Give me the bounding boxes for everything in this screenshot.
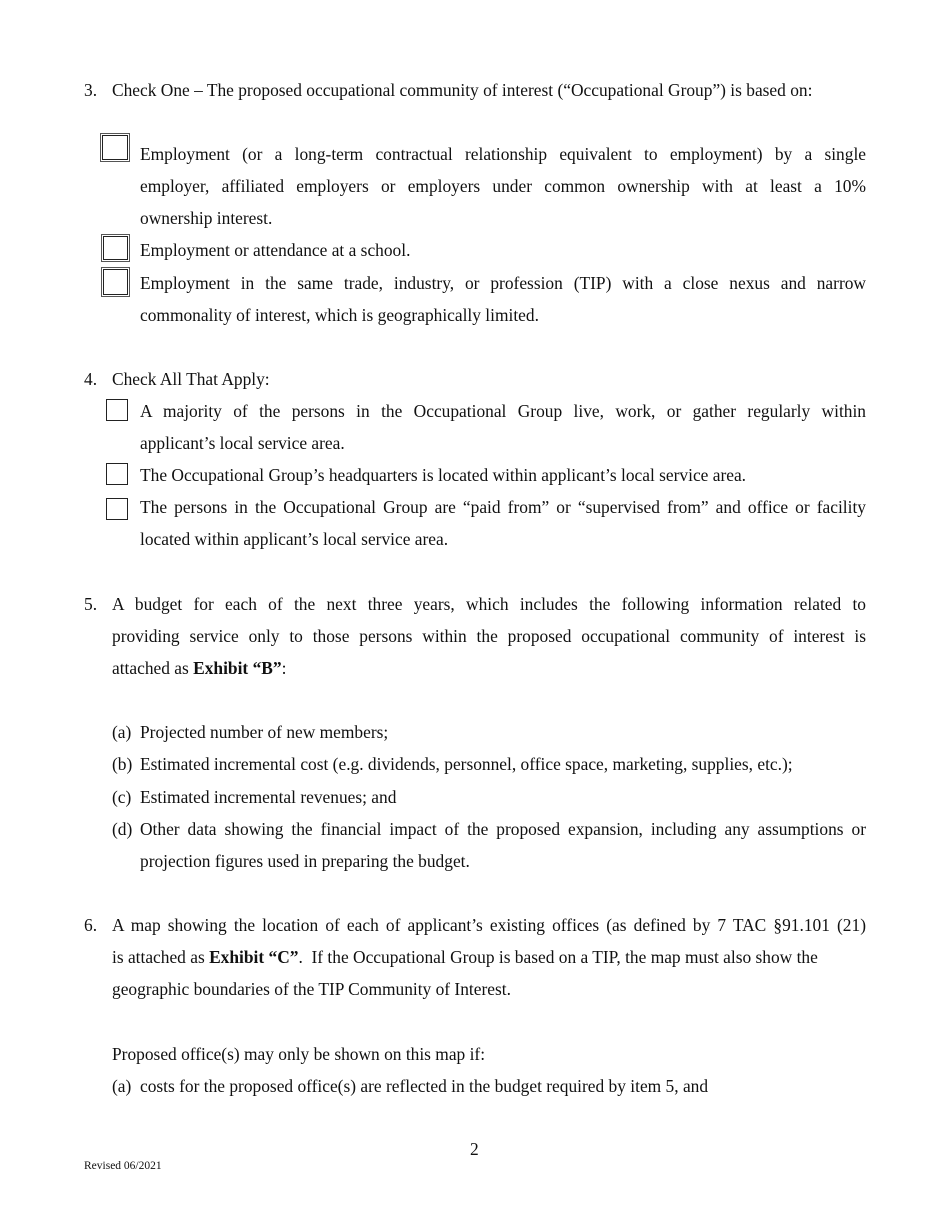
paragraph-line: attached as Exhibit “B”: <box>112 658 287 678</box>
subitem-text: Other data showing the financial impact of the proposed expansion, including any assumptions or <box>140 819 866 839</box>
option-line: A majority of the persons in the Occupational Group live, work, or gather regularly within <box>140 401 866 421</box>
item-3-number: 3. <box>84 80 98 100</box>
subitem-text: Estimated incremental cost (e.g. dividends, personnel, office space, marketing, supplies, etc.); <box>140 754 793 774</box>
revision-date: Revised 06/2021 <box>84 1160 162 1172</box>
paragraph-line: is attached as Exhibit “C”. If the Occupational Group is based on a TIP, the map must also show the <box>112 947 818 967</box>
option-line: Employment or attendance at a school. <box>140 240 411 260</box>
checkbox-paid-supervised[interactable] <box>106 498 128 520</box>
paragraph-line: A budget for each of the next three years, which includes the following information related to <box>112 594 866 614</box>
item-4-number: 4. <box>84 369 98 389</box>
item-3-heading: Check One – The proposed occupational community of interest (“Occupational Group”) is based on: <box>112 80 813 100</box>
option-line: Employment (or a long-term contractual relationship equivalent to employment) by a single <box>140 144 866 164</box>
subitem-label: (d) <box>112 819 133 839</box>
subitem-text: Projected number of new members; <box>140 722 389 742</box>
checkbox-majority-live-work[interactable] <box>106 399 128 421</box>
option-line: employer, affiliated employers or employers under common ownership with at least a 10% <box>140 176 866 196</box>
option-line: The persons in the Occupational Group are “paid from” or “supervised from” and office or facility <box>140 497 866 517</box>
exhibit-c-label: Exhibit “C” <box>209 947 299 967</box>
checkbox-headquarters[interactable] <box>106 463 128 485</box>
paragraph-line: A map showing the location of each of applicant’s existing offices (as defined by 7 TAC §91.101 (21) <box>112 915 866 935</box>
subitem-text: projection figures used in preparing the budget. <box>140 851 470 871</box>
option-line: applicant’s local service area. <box>140 433 345 453</box>
option-line: located within applicant’s local service area. <box>140 529 449 549</box>
option-line: Employment in the same trade, industry, or profession (TIP) with a close nexus and narrow <box>140 273 866 293</box>
item-5-number: 5. <box>84 594 98 614</box>
subitem-text: costs for the proposed office(s) are reflected in the budget required by item 5, and <box>140 1076 709 1096</box>
paragraph-line: providing service only to those persons within the proposed occupational community of interest is <box>112 626 866 646</box>
checkbox-school[interactable] <box>103 236 128 260</box>
item-6-number: 6. <box>84 915 98 935</box>
subitem-label: (b) <box>112 754 133 774</box>
subitem-label: (a) <box>112 722 132 742</box>
paragraph-line: geographic boundaries of the TIP Community of Interest. <box>112 979 511 999</box>
page-number: 2 <box>470 1139 479 1159</box>
option-line: The Occupational Group’s headquarters is located within applicant’s local service area. <box>140 465 747 485</box>
proposed-intro: Proposed office(s) may only be shown on this map if: <box>112 1044 486 1064</box>
checkbox-single-employer[interactable] <box>102 135 128 160</box>
option-line: ownership interest. <box>140 208 273 228</box>
subitem-text: Estimated incremental revenues; and <box>140 787 397 807</box>
option-line: commonality of interest, which is geographically limited. <box>140 305 539 325</box>
exhibit-b-label: Exhibit “B” <box>193 658 282 678</box>
item-4-heading: Check All That Apply: <box>112 369 270 389</box>
subitem-label: (c) <box>112 787 132 807</box>
checkbox-tip[interactable] <box>103 269 128 295</box>
subitem-label: (a) <box>112 1076 132 1096</box>
